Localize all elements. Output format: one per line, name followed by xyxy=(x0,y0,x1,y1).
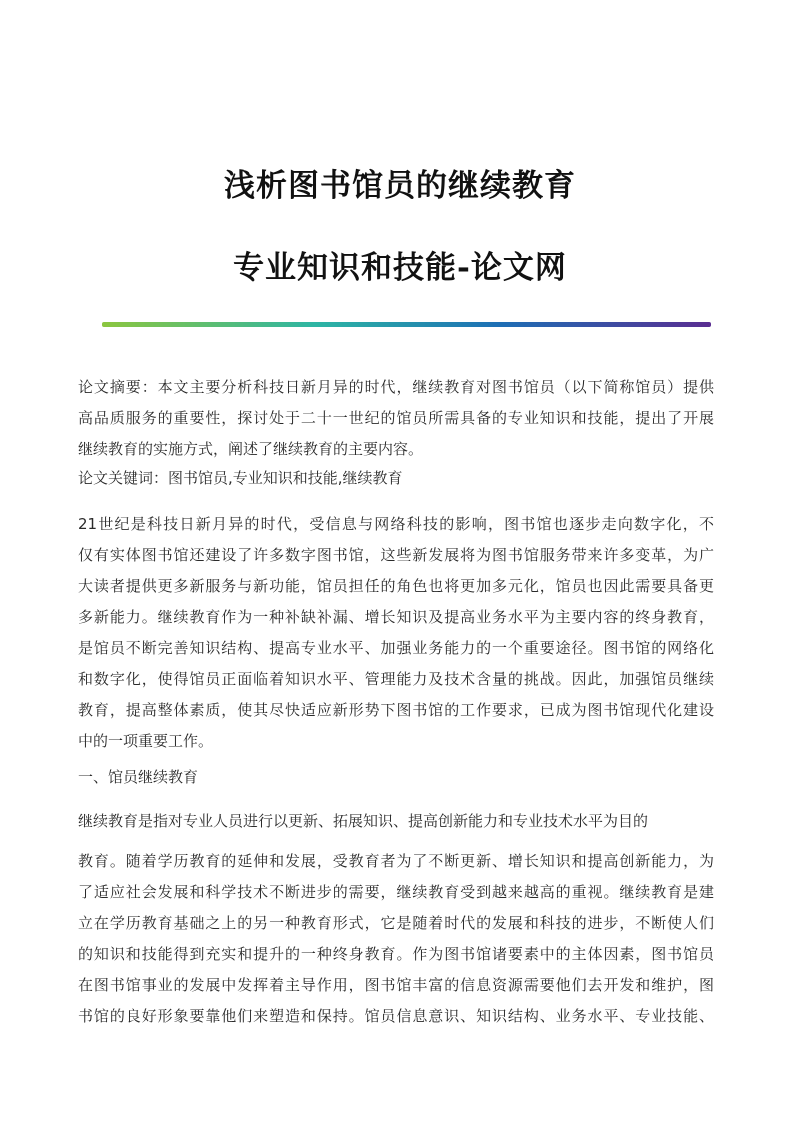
section-heading: 一、馆员继续教育 xyxy=(78,768,199,786)
document-title-line-1: 浅析图书馆员的继续教育 xyxy=(224,168,576,204)
section1-line: 书馆的良好形象要靠他们来塑造和保持。馆员信息意识、知识结构、业务水平、专业技能、 xyxy=(78,1007,714,1025)
intro-line: 仅有实体图书馆还建设了许多数字图书馆，这些新发展将为图书馆服务带来许多变革，为广 xyxy=(78,546,714,564)
intro-line: 大读者提供更多新服务与新功能，馆员担任的角色也将更加多元化，馆员也因此需要具备更 xyxy=(78,577,714,595)
keywords-line: 论文关键词：图书馆员,专业知识和技能,继续教育 xyxy=(78,469,403,487)
intro-line: 多新能力。继续教育作为一种补缺补漏、增长知识及提高业务水平为主要内容的终身教育， xyxy=(78,608,714,626)
intro-line: 教育，提高整体素质，使其尽快适应新形势下图书馆的工作要求，已成为图书馆现代化建设 xyxy=(78,701,714,719)
intro-line: 和数字化，使得馆员正面临着知识水平、管理能力及技术含量的挑战。因此，加强馆员继续 xyxy=(78,670,714,688)
intro-line: 中的一项重要工作。 xyxy=(78,732,214,750)
intro-line: 21世纪是科技日新月异的时代，受信息与网络科技的影响，图书馆也逐步走向数字化，不 xyxy=(78,515,714,533)
section1-line: 了适应社会发展和科学技术不断进步的需要，继续教育受到越来越高的重视。继续教育是建 xyxy=(78,883,714,901)
section1-line: 立在学历教育基础之上的另一种教育形式，它是随着时代的发展和科技的进步，不断使人们 xyxy=(78,914,714,932)
intro-line: 是馆员不断完善知识结构、提高专业水平、加强业务能力的一个重要途径。图书馆的网络化 xyxy=(78,639,714,657)
abstract-line: 论文摘要：本文主要分析科技日新月异的时代，继续教育对图书馆员（以下简称馆员）提供 xyxy=(78,378,714,396)
section1-line: 的知识和技能得到充实和提升的一种终身教育。作为图书馆诸要素中的主体因素，图书馆员 xyxy=(78,945,714,963)
section1-first-line: 继续教育是指对专业人员进行以更新、拓展知识、提高创新能力和专业技术水平为目的 xyxy=(78,812,649,830)
section1-line: 在图书馆事业的发展中发挥着主导作用，图书馆丰富的信息资源需要他们去开发和维护，图 xyxy=(78,976,714,994)
abstract-line: 高品质服务的重要性，探讨处于二十一世纪的馆员所需具备的专业知识和技能，提出了开展 xyxy=(78,409,714,427)
section1-line: 教育。随着学历教育的延伸和发展，受教育者为了不断更新、增长知识和提高创新能力，为 xyxy=(78,852,714,870)
title-divider xyxy=(102,322,711,327)
document-title-line-2: 专业知识和技能-论文网 xyxy=(233,250,567,286)
abstract-line: 继续教育的实施方式，阐述了继续教育的主要内容。 xyxy=(78,440,424,458)
